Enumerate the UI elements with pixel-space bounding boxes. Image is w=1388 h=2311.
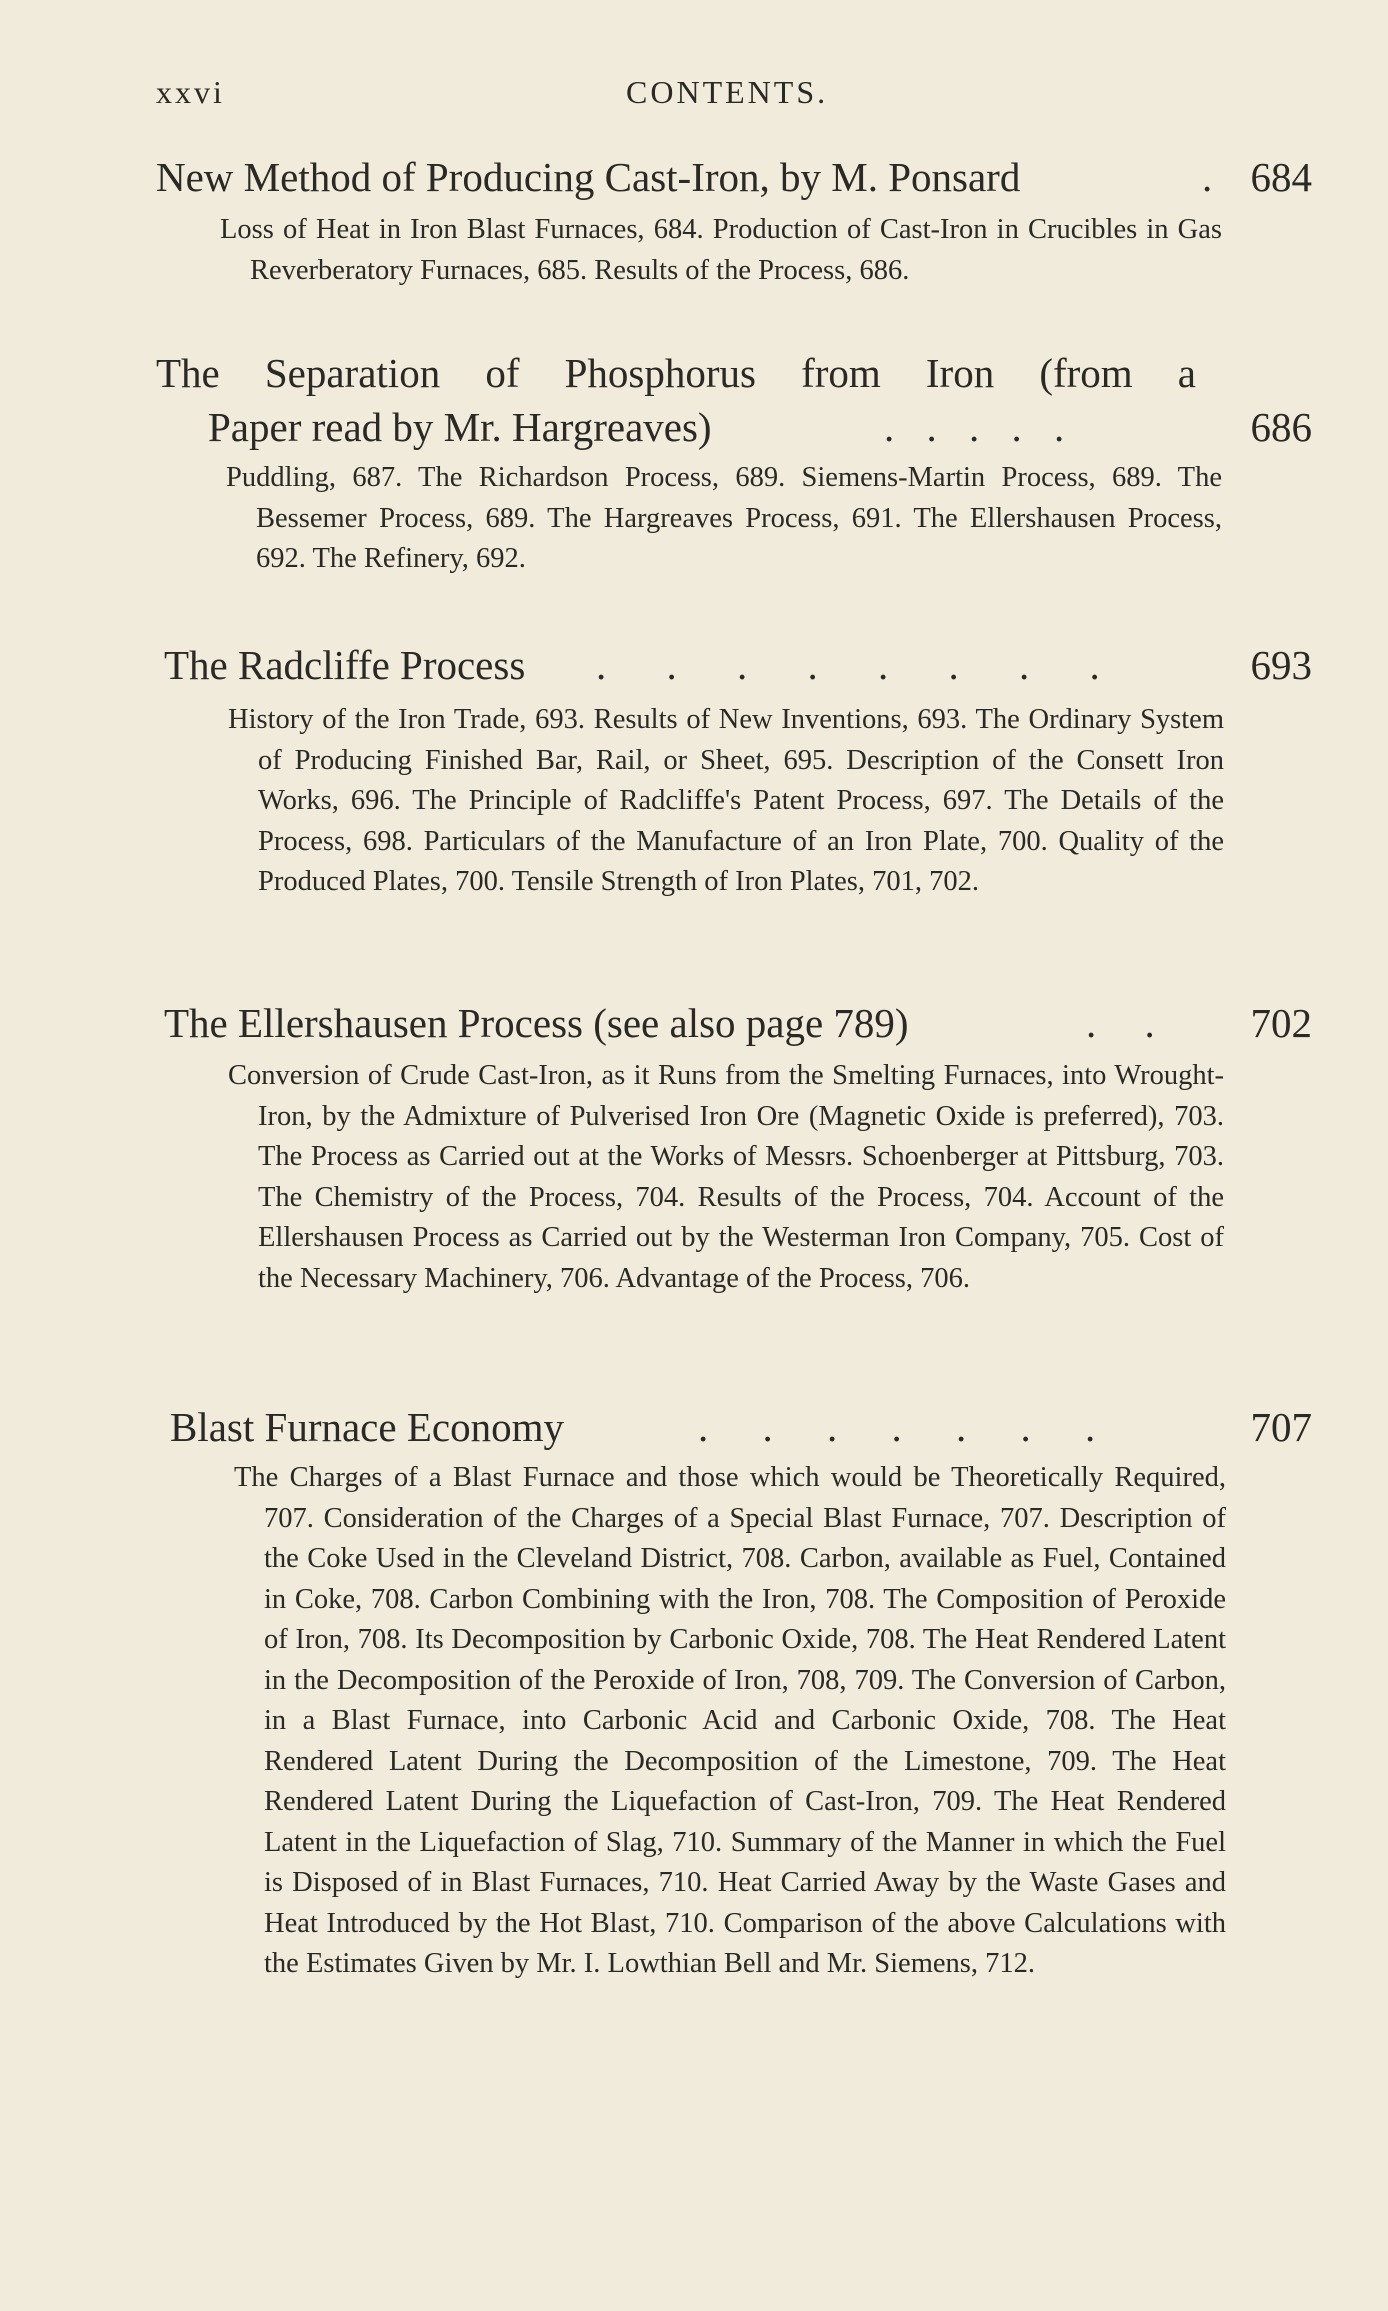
leader-dots: . . . . . (884, 404, 1065, 450)
entry-page-number: 686 (1250, 404, 1312, 450)
leader-dots: . . (1086, 1000, 1155, 1046)
leader-dots: . . . . . . . (698, 1404, 1096, 1450)
leader-dots: . . . . . . . . (596, 642, 1100, 688)
entry-description: Loss of Heat in Iron Blast Furnaces, 684. Production of Cast-Iron in Crucibles in Gas Reverberatory Furnaces, 685. Results of the Process, 686. (220, 214, 1222, 286)
entry-description: Conversion of Crude Cast-Iron, as it Runs from the Smelting Furnaces, into Wrought-Iron, by the Admixture of Pulverised Iron Ore (Magnetic Oxide is preferred), 703. The Process as Carried out at the Works of Messrs. Schoenberger at Pittsburg, 703. The Chemistry of the Process, 704. Results of the Process, 704. Account of the Ellershausen Process as Carried out by the Westerman Iron Company, 705. Cost of the Necessary Machinery, 706. Advantage of the Process, 706. (228, 1060, 1224, 1294)
entry-title-continued: Paper read by Mr. Hargreaves) (208, 404, 712, 450)
entry-description: The Charges of a Blast Furnace and those which would be Theoretically Required, 707. Consideration of the Charges of a Special Blast Furnace, 707. Description of the Coke Used in the Cleveland District, 708. Carbon, available as Fuel, Contained in Coke, 708. Carbon Combining with the Iron, 708. The Composition of Peroxide of Iron, 708. Its Decomposition by Carbonic Oxide, 708. The Heat Rendered Latent in the Decomposition of the Peroxide of Iron, 708, 709. The Conversion of Carbon, in a Blast Furnace, into Carbonic Acid and Carbonic Oxide, 708. The Heat Rendered Latent During the Decomposition of the Limestone, 709. The Heat Rendered Latent During the Liquefaction of Cast-Iron, 709. The Heat Rendered Latent in the Liquefaction of Slag, 710. Summary of the Manner in which the Fuel is Disposed of in Blast Furnaces, 710. Heat Carried Away by the Waste Gases and Heat Introduced by the Hot Blast, 710. Comparison of the above Calculations with the Estimates Given by Mr. I. Lowthian Bell and Mr. Siemens, 712. (234, 1462, 1226, 1979)
entry-page-number: 707 (1250, 1404, 1312, 1450)
leader-dots: . (1202, 154, 1213, 200)
toc-entry (156, 638, 1312, 998)
page-number-roman: xxvi (156, 74, 225, 110)
running-header: CONTENTS. (626, 74, 829, 110)
entry-title: The Ellershausen Process (see also page 789) (164, 1000, 909, 1046)
entry-page-number: 684 (1250, 154, 1312, 200)
toc-entry (156, 996, 1312, 1396)
entry-description: Puddling, 687. The Richardson Process, 689. Siemens-Martin Process, 689. The Bessemer Process, 689. The Hargreaves Process, 691. The Ellershausen Process, 692. The Refinery, 692. (226, 462, 1222, 574)
entry-title: New Method of Producing Cast-Iron, by M. Ponsard (156, 154, 1021, 200)
entry-title: The Separation of Phosphorus from Iron (from a (156, 350, 1196, 396)
entry-title: Blast Furnace Economy (170, 1404, 564, 1450)
toc-entry (156, 1400, 1312, 2160)
toc-entry (156, 150, 1312, 350)
entry-page-number: 702 (1250, 1000, 1312, 1046)
entry-page-number: 693 (1250, 642, 1312, 688)
toc-entry (156, 346, 1312, 626)
entry-title: The Radcliffe Process (164, 642, 526, 688)
entry-description: History of the Iron Trade, 693. Results of New Inventions, 693. The Ordinary System of Producing Finished Bar, Rail, or Sheet, 695. Description of the Consett Iron Works, 696. The Principle of Radcliffe's Patent Process, 697. The Details of the Process, 698. Particulars of the Manufacture of an Iron Plate, 700. Quality of the Produced Plates, 700. Tensile Strength of Iron Plates, 701, 702. (228, 704, 1224, 897)
